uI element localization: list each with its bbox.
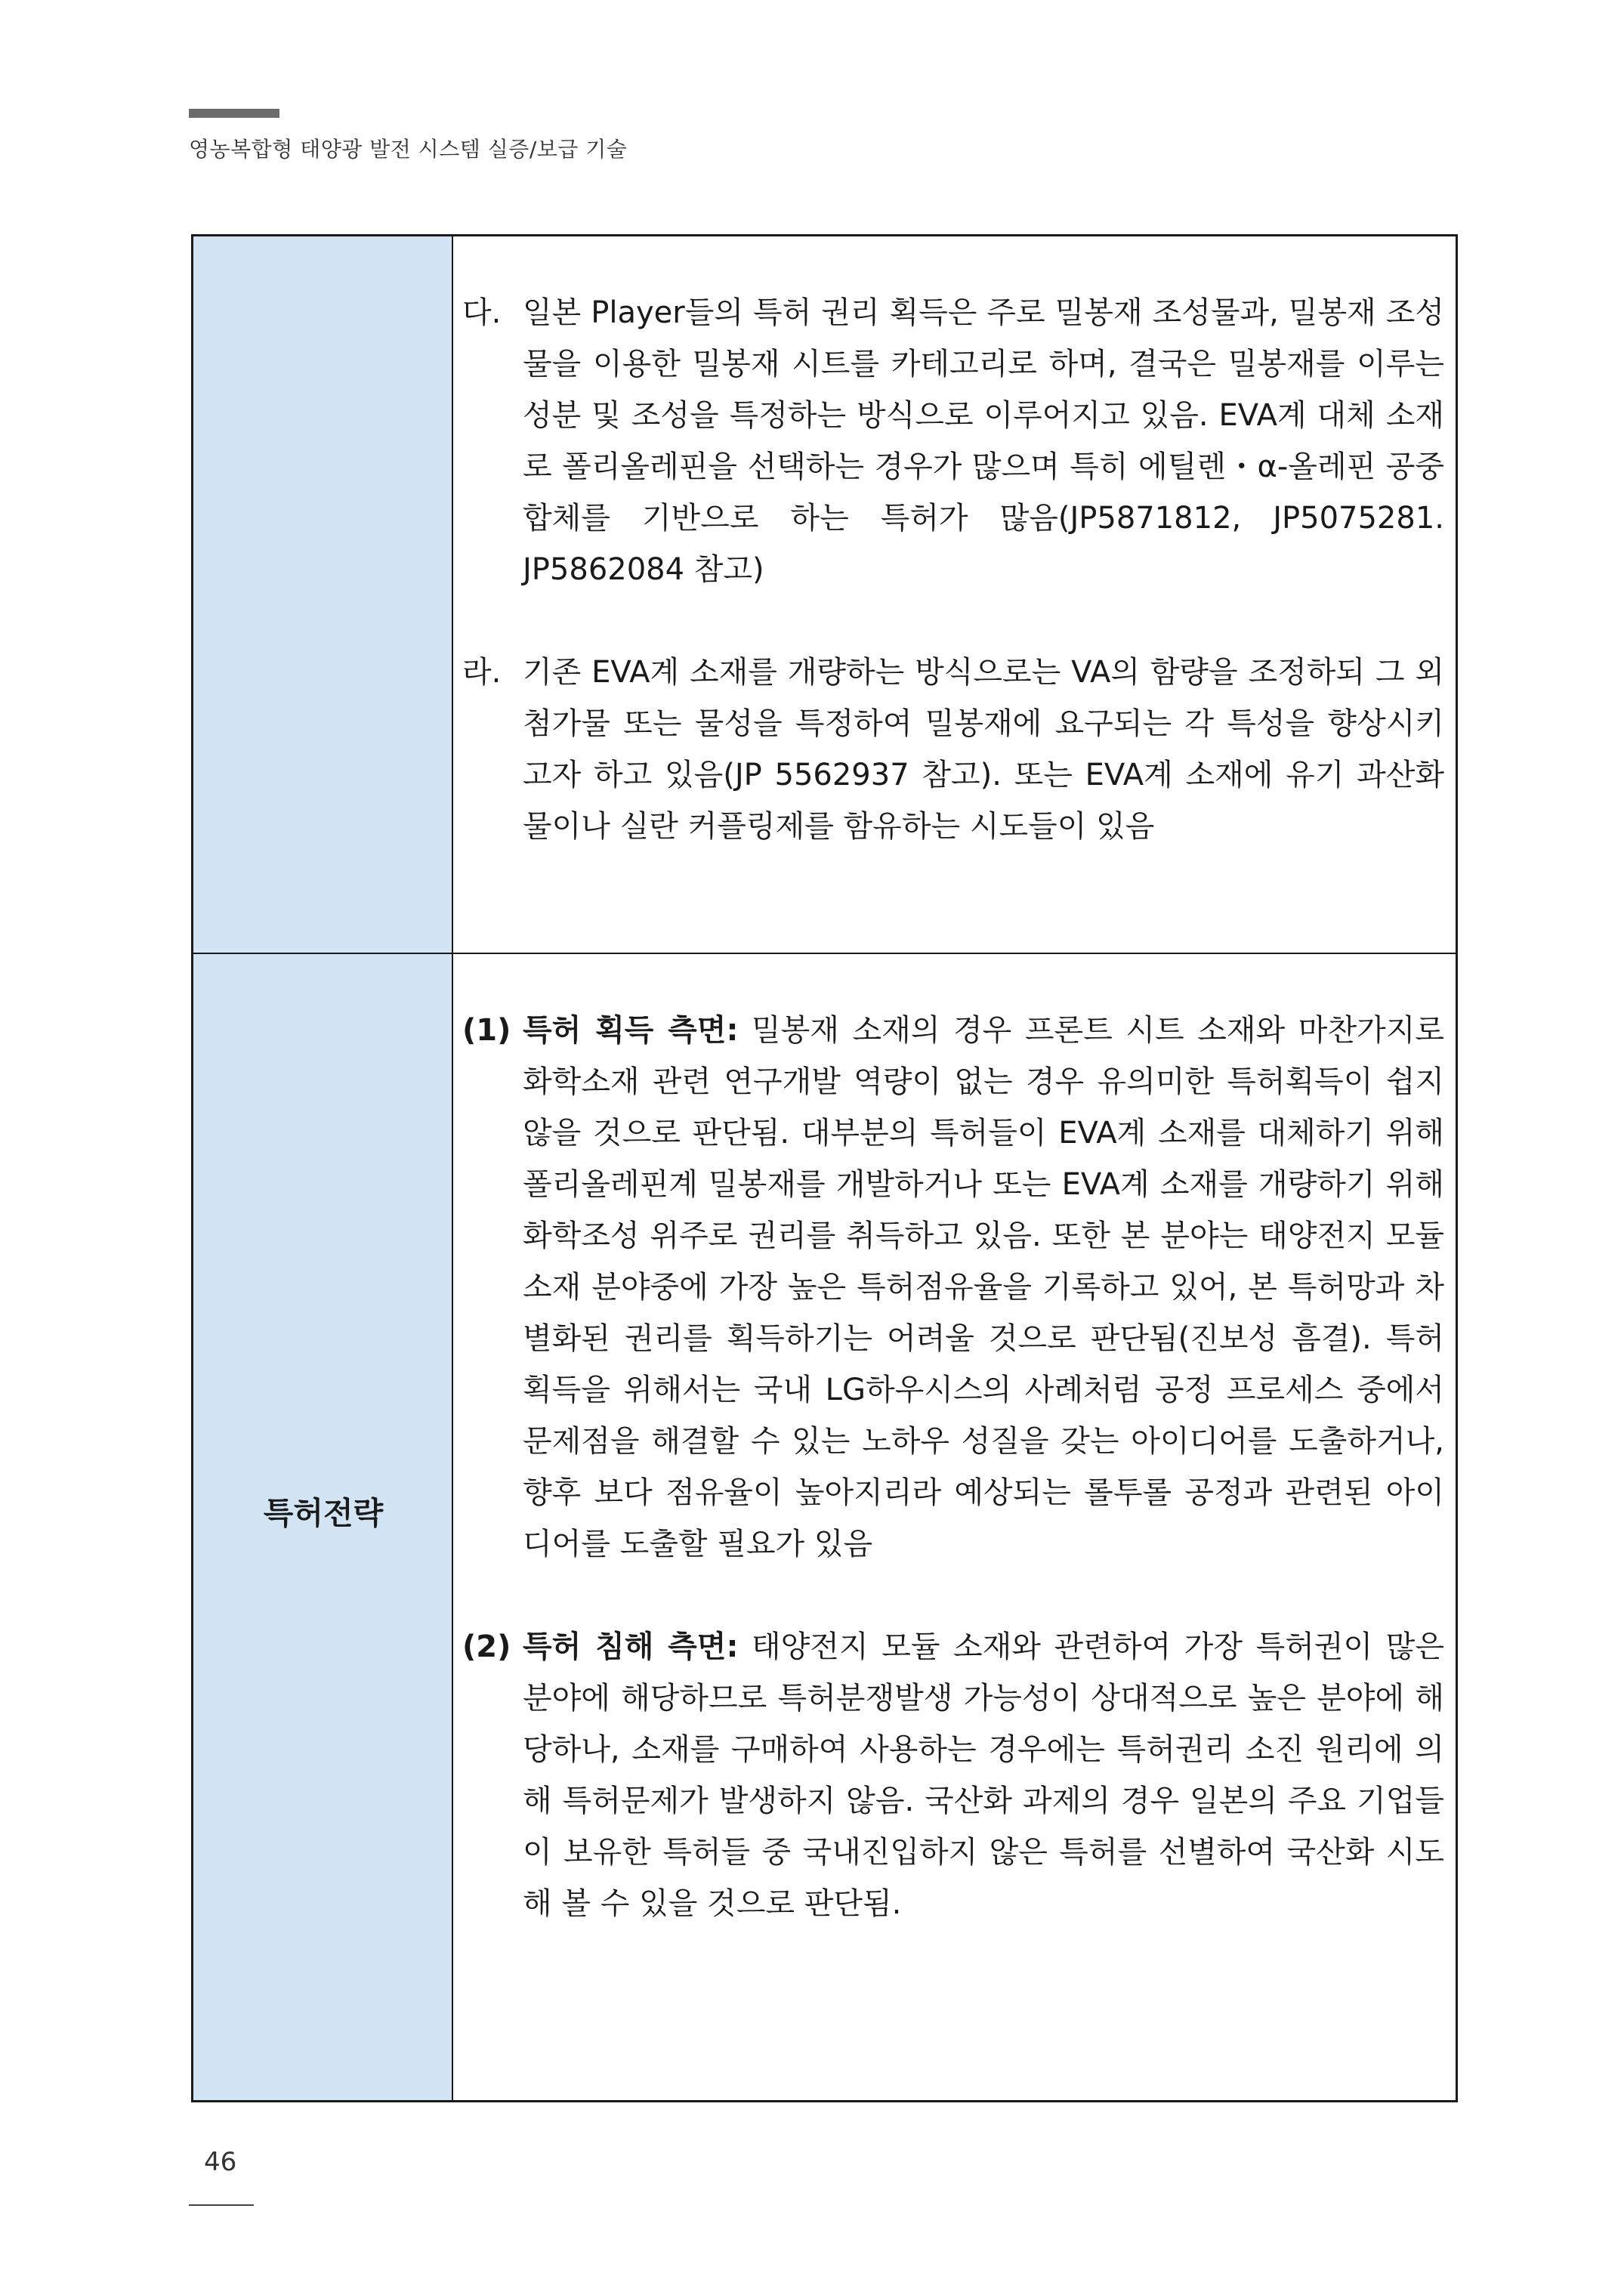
paragraph-text: 일본 Player들의 특허 권리 획득은 주로 밀봉재 조성물과, 밀봉재 조성물을 이용한 밀봉재 시트를 카테고리로 하며, 결국은 밀봉재를 이루는 성분 및 조성을 특정하는 방식으로 이루어지고 있음. EVA계 대체 소재로 폴리올레핀을 선택하는 경우가 많으며 특히 에틸렌・α-올레핀 공중합체를 기반으로 하는 특허가 많음(JP5871812, JP5075281. JP5862084 참고) <box>523 295 1444 587</box>
list-marker: (2) <box>462 1629 511 1664</box>
paragraph-ra <box>462 647 1444 852</box>
paragraph-2 <box>462 1621 1444 1929</box>
row-label-patent-strategy: 특허전략 <box>263 1495 384 1531</box>
paragraph-da <box>462 287 1444 595</box>
list-marker: 라. <box>462 655 502 690</box>
header-rule <box>189 109 279 118</box>
paragraph-heading: 특허 침해 측면: <box>523 1629 739 1664</box>
list-marker: 다. <box>462 295 502 330</box>
list-marker: (1) <box>462 1013 511 1048</box>
paragraph-text: 밀봉재 소재의 경우 프론트 시트 소재와 마찬가지로 화학소재 관련 연구개발 역량이 없는 경우 유의미한 특허획득이 쉽지 않을 것으로 판단됨. 대부분의 특허들이 EVA계 소재를 대체하기 위해 폴리올레핀계 밀봉재를 개발하거나 또는 EVA계 소재를 개량하기 위해 화학조성 위주로 권리를 취득하고 있음. 또한 본 분야는 태양전지 모듈 소재 분야중에 가장 높은 특허점유율을 기록하고 있어, 본 특허망과 차별화된 권리를 획득하기는 어려울 것으로 판단됨(진보성 흠결). 특허 획득을 위해서는 국내 LG하우시스의 사례처럼 공정 프로세스 중에서 문제점을 해결할 수 있는 노하우 성질을 갖는 아이디어를 도출하거나, 향후 보다 점유율이 높아지리라 예상되는 롤투롤 공정과 관련된 아이디어를 도출할 필요가 있음 <box>523 1013 1444 1561</box>
footer-rule <box>189 2204 254 2206</box>
running-title: 영농복합형 태양광 발전 시스템 실증/보급 기술 <box>189 137 628 162</box>
paragraph-1 <box>462 1005 1444 1570</box>
page-number: 46 <box>204 2147 237 2177</box>
row2-content <box>462 1005 1444 1929</box>
row1-content <box>462 287 1444 852</box>
label-column <box>193 236 453 2100</box>
paragraph-text: 태양전지 모듈 소재와 관련하여 가장 특허권이 많은 분야에 해당하므로 특허분쟁발생 가능성이 상대적으로 높은 분야에 해당하나, 소재를 구매하여 사용하는 경우에는 특허권리 소진 원리에 의해 특허문제가 발생하지 않음. 국산화 과제의 경우 일본의 주요 기업들이 보유한 특허들 중 국내진입하지 않은 특허를 선별하여 국산화 시도해 볼 수 있을 것으로 판단됨. <box>523 1629 1444 1921</box>
row-divider <box>193 953 1456 954</box>
paragraph-heading: 특허 획득 측면: <box>523 1013 739 1048</box>
paragraph-text: 기존 EVA계 소재를 개량하는 방식으로는 VA의 함량을 조정하되 그 외 첨가물 또는 물성을 특정하여 밀봉재에 요구되는 각 특성을 향상시키고자 하고 있음(JP 5562937 참고). 또는 EVA계 소재에 유기 과산화물이나 실란 커플링제를 함유하는 시도들이 있음 <box>523 655 1444 844</box>
